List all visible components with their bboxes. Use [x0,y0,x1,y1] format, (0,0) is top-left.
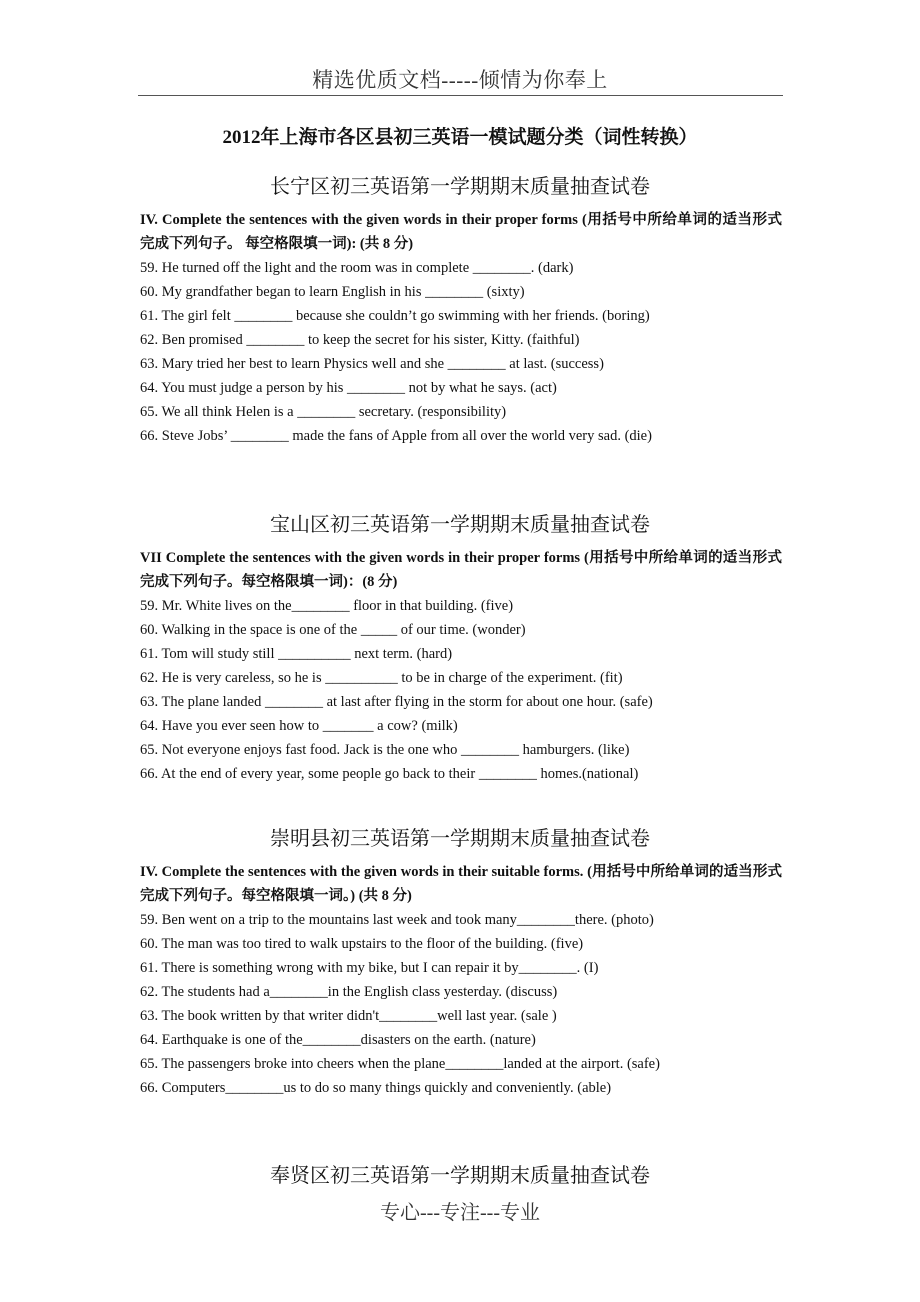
question-item: 63. The book written by that writer didn't________well last year. (sale ) [140,1008,557,1024]
section-instructions-chongming: IV. Complete the sentences with the given words in their suitable forms. (用括号中所给单词的适当形式完成下列句子。每空格限填一词。) (共 8 分) [140,864,782,904]
section-title-fengxian: 奉贤区初三英语第一学期期末质量抽查试卷 [270,1165,650,1187]
section-instructions-changning: IV. Complete the sentences with the given words in their proper forms (用括号中所给单词的适当形式完成下列句子。 每空格限填一词): (共 8 分) [140,212,782,252]
question-item: 61. There is something wrong with my bike, but I can repair it by________. (I) [140,960,599,976]
question-list-baoshan [140,594,790,786]
question-item: 65. The passengers broke into cheers when the plane________landed at the airport. (safe) [140,1056,660,1072]
section-instructions-baoshan: VII Complete the sentences with the given words in their proper forms (用括号中所给单词的适当形式完成下列句子。每空格限填一词)：(8 分) [140,550,782,590]
question-item: 59. Mr. White lives on the________ floor in that building. (five) [140,598,514,614]
section-title-baoshan: 宝山区初三英语第一学期期末质量抽查试卷 [270,514,650,536]
question-list-chongming [140,908,790,1100]
question-item: 62. The students had a________in the English class yesterday. (discuss) [140,984,558,1000]
question-item: 66. At the end of every year, some people go back to their ________ homes.(national) [140,766,639,782]
page-header-banner: 精选优质文档-----倾情为你奉上 [312,68,608,92]
question-item: 64. Earthquake is one of the________disasters on the earth. (nature) [140,1032,536,1048]
question-item: 66. Computers________us to do so many things quickly and conveniently. (able) [140,1080,612,1096]
question-item: 63. Mary tried her best to learn Physics well and she ________ at last. (success) [140,356,604,372]
question-item: 65. Not everyone enjoys fast food. Jack is the one who ________ hamburgers. (like) [140,742,630,758]
question-item: 60. The man was too tired to walk upstairs to the floor of the building. (five) [140,936,584,952]
question-list-changning [140,256,790,448]
question-item: 60. My grandfather began to learn English in his ________ (sixty) [140,284,525,300]
question-item: 61. Tom will study still __________ next term. (hard) [140,646,453,662]
question-item: 66. Steve Jobs’ ________ made the fans of Apple from all over the world very sad. (die) [140,428,652,444]
question-item: 59. He turned off the light and the room was in complete ________. (dark) [140,260,574,276]
section-title-chongming: 崇明县初三英语第一学期期末质量抽查试卷 [270,828,650,850]
question-item: 59. Ben went on a trip to the mountains last week and took many________there. (photo) [140,912,654,928]
question-item: 64. You must judge a person by his ________ not by what he says. (act) [140,380,557,396]
question-item: 61. The girl felt ________ because she couldn’t go swimming with her friends. (boring) [140,308,650,324]
question-item: 63. The plane landed ________ at last after flying in the storm for about one hour. (safe) [140,694,653,710]
question-item: 65. We all think Helen is a ________ secretary. (responsibility) [140,404,507,420]
question-item: 62. He is very careless, so he is __________ to be in charge of the experiment. (fit) [140,670,623,686]
page-footer-banner: 专心---专注---专业 [380,1202,540,1224]
header-divider [138,95,783,96]
question-item: 62. Ben promised ________ to keep the secret for his sister, Kitty. (faithful) [140,332,580,348]
section-title-changning: 长宁区初三英语第一学期期末质量抽查试卷 [270,176,650,198]
question-item: 60. Walking in the space is one of the _____ of our time. (wonder) [140,622,526,638]
document-title: 2012年上海市各区县初三英语一模试题分类（词性转换） [222,127,698,148]
question-item: 64. Have you ever seen how to _______ a cow? (milk) [140,718,458,734]
